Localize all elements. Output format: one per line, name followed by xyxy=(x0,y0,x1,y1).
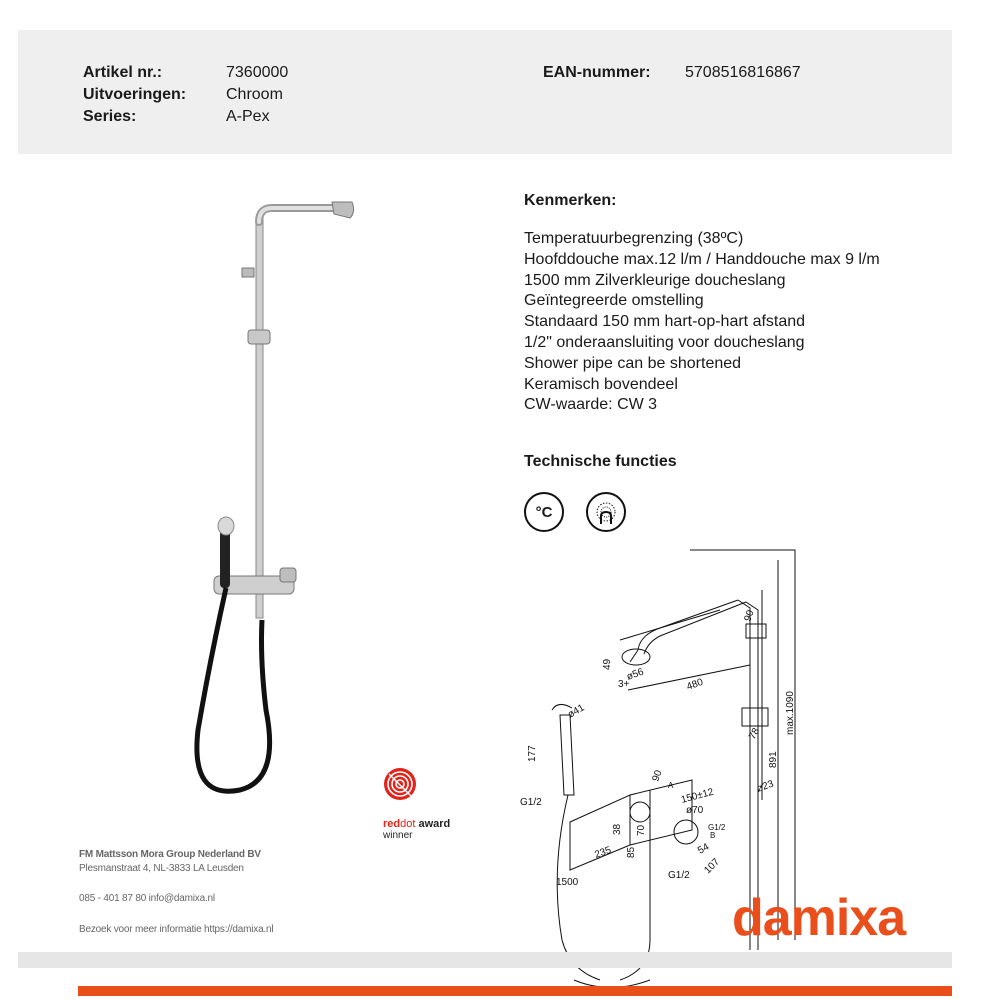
brand-bar xyxy=(78,986,952,996)
drawing-label: ø23 xyxy=(755,778,776,795)
article-label: Artikel nr.: xyxy=(83,64,163,81)
reddot-award-logo xyxy=(383,766,417,802)
features-list xyxy=(524,229,880,416)
drawing-label: G1/2 xyxy=(708,823,726,832)
list-item: Hoofddouche max.12 l/m / Handdouche max 9 l/m xyxy=(524,250,880,268)
product-photo xyxy=(180,190,370,800)
drawing-label: 150±12 xyxy=(679,786,715,806)
features-title: Kenmerken: xyxy=(524,192,617,209)
damixa-logo: damixa xyxy=(732,889,906,947)
drawing-label: ø70 xyxy=(686,805,704,816)
technical-title: Technische functies xyxy=(524,453,677,470)
shower-spray-icon xyxy=(586,492,626,532)
drawing-label: B xyxy=(710,831,716,840)
series-label: Series: xyxy=(83,108,137,125)
award-winner: winner xyxy=(383,830,413,841)
footer-band xyxy=(18,952,952,968)
company-name: FM Mattsson Mora Group Nederland BV xyxy=(79,849,261,860)
drawing-label: ø41 xyxy=(566,702,587,721)
drawing-label: 3+ xyxy=(618,679,630,690)
drawing-label: 891 xyxy=(768,751,779,768)
drawing-label: 78 xyxy=(747,726,763,742)
drawing-label: A xyxy=(668,781,674,790)
award-red: red xyxy=(383,818,401,830)
list-item: Shower pipe can be shortened xyxy=(524,354,742,372)
drawing-label: 177 xyxy=(527,745,538,762)
drawing-label: 85 xyxy=(626,846,637,858)
list-item: Geïntegreerde omstelling xyxy=(524,292,704,310)
company-contact: 085 - 401 87 80 info@damixa.nl xyxy=(79,893,215,904)
award-caption xyxy=(383,818,450,842)
drawing-label: 70 xyxy=(636,824,647,836)
list-item: 1500 mm Zilverkleurige doucheslang xyxy=(524,271,786,289)
drawing-label: 480 xyxy=(685,676,705,693)
company-info-link[interactable]: Bezoek voor meer informatie https://damixa.nl xyxy=(79,924,274,935)
drawing-label: 107 xyxy=(702,856,722,877)
list-item: Temperatuurbegrenzing (38ºC) xyxy=(524,230,744,247)
award-dot: dot xyxy=(400,818,416,830)
company-address: Plesmanstraat 4, NL-3833 LA Leusden xyxy=(79,863,244,874)
temperature-celsius-icon xyxy=(524,492,564,532)
drawing-label: 49 xyxy=(602,658,613,670)
celsius-glyph: °C xyxy=(535,503,553,521)
drawing-label: G1/2 xyxy=(520,797,542,808)
finish-label: Uitvoeringen: xyxy=(83,86,187,103)
drawing-label: ø56 xyxy=(625,666,646,683)
drawing-label: G1/2 xyxy=(668,870,690,881)
list-item: Standaard 150 mm hart-op-hart afstand xyxy=(524,313,806,331)
list-item: CW-waarde: CW 3 xyxy=(524,396,658,414)
article-value: 7360000 xyxy=(226,64,289,81)
drawing-label: 90 xyxy=(650,768,665,784)
drawing-label: 90 xyxy=(742,608,757,624)
drawing-label: 1500 xyxy=(556,877,579,888)
drawing-label: 54 xyxy=(696,841,712,857)
drawing-label: 38 xyxy=(612,823,623,835)
finish-value: Chroom xyxy=(226,86,283,103)
list-item: 1/2" onderaansluiting voor doucheslang xyxy=(524,333,805,351)
series-value: A-Pex xyxy=(226,108,270,125)
ean-value: 5708516816867 xyxy=(685,64,801,81)
drawing-label: max.1090 xyxy=(785,691,796,735)
ean-label: EAN-nummer: xyxy=(543,64,651,81)
drawing-label: 235 xyxy=(593,844,613,861)
list-item: Keramisch bovendeel xyxy=(524,375,678,393)
award-rest: award xyxy=(415,818,451,830)
